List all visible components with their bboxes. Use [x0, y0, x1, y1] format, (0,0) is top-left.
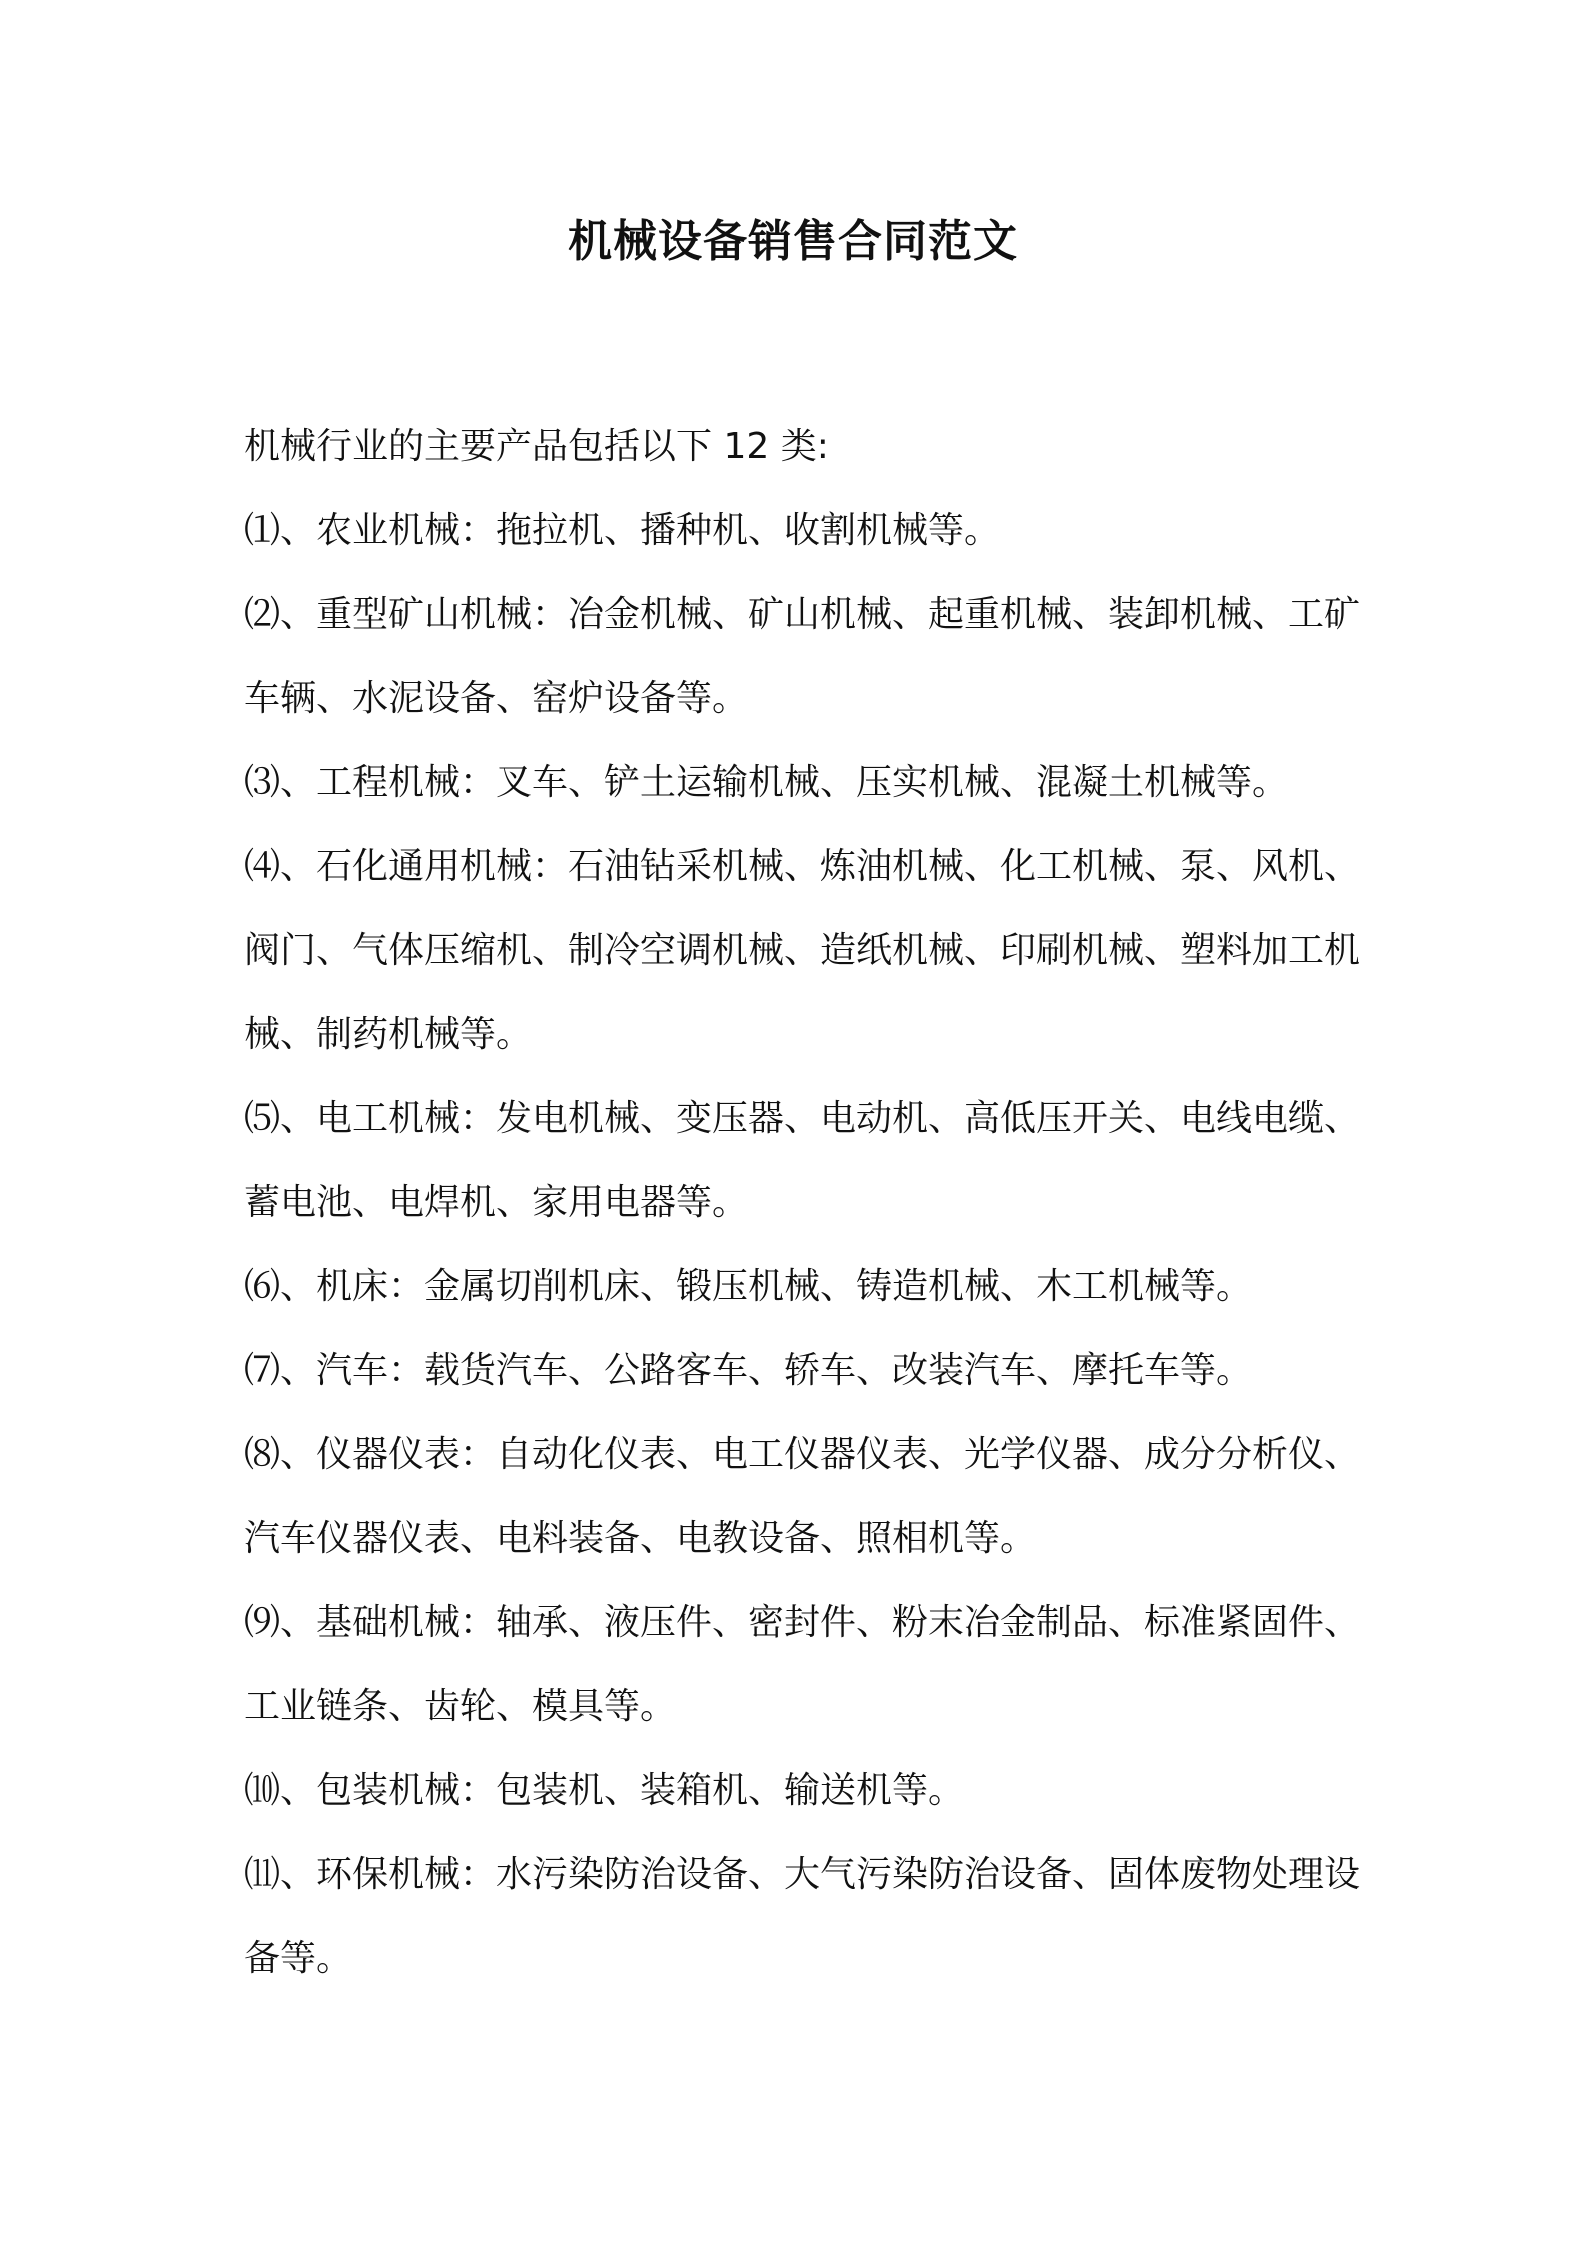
- intro-paragraph: 机械行业的主要产品包括以下 12 类:: [244, 426, 829, 467]
- list-item-10: ⑽、包装机械：包装机、装箱机、输送机等。: [244, 1770, 965, 1811]
- list-item-11: ⑾、环保机械：水污染防治设备、大气污染防治设备、固体废物处理设备等。: [244, 1854, 1361, 1979]
- document-title: 机械设备销售合同范文: [568, 216, 1018, 267]
- document-body: [244, 405, 1364, 2001]
- list-item-4: ⑷、石化通用机械：石油钻采机械、炼油机械、化工机械、泵、风机、阀门、气体压缩机、制冷空调机械、造纸机械、印刷机械、塑料加工机械、制药机械等。: [244, 846, 1361, 1055]
- list-item-1: ⑴、农业机械：拖拉机、播种机、收割机械等。: [244, 510, 1001, 551]
- list-item-7: ⑺、汽车：载货汽车、公路客车、轿车、改装汽车、摩托车等。: [244, 1350, 1253, 1391]
- list-item-6: ⑹、机床：金属切削机床、锻压机械、铸造机械、木工机械等。: [244, 1266, 1253, 1307]
- list-item-3: ⑶、工程机械：叉车、铲土运输机械、压实机械、混凝土机械等。: [244, 762, 1289, 803]
- list-item-2: ⑵、重型矿山机械：冶金机械、矿山机械、起重机械、装卸机械、工矿车辆、水泥设备、窑炉设备等。: [244, 594, 1361, 719]
- list-item-9: ⑼、基础机械：轴承、液压件、密封件、粉末冶金制品、标准紧固件、工业链条、齿轮、模具等。: [244, 1602, 1361, 1727]
- list-item-5: ⑸、电工机械：发电机械、变压器、电动机、高低压开关、电线电缆、蓄电池、电焊机、家用电器等。: [244, 1098, 1361, 1223]
- list-item-8: ⑻、仪器仪表：自动化仪表、电工仪器仪表、光学仪器、成分分析仪、汽车仪器仪表、电料装备、电教设备、照相机等。: [244, 1434, 1361, 1559]
